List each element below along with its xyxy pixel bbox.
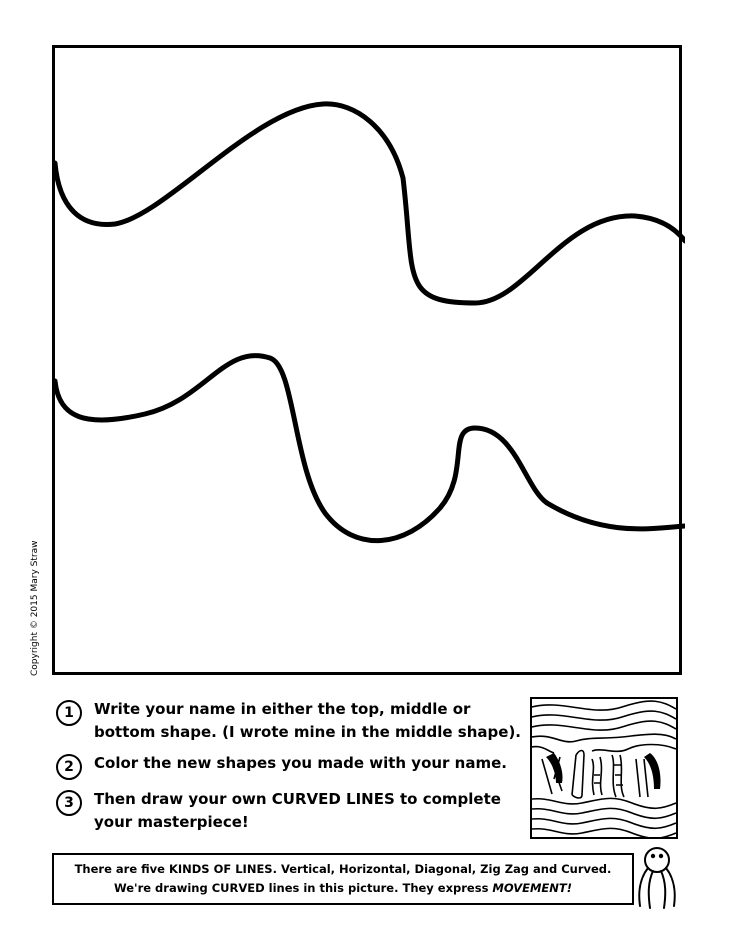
drawing-area bbox=[52, 45, 682, 675]
example-line-art bbox=[532, 699, 676, 837]
lines-info-box bbox=[52, 853, 634, 905]
step-number-badge: 2 bbox=[56, 754, 82, 780]
instruction-step bbox=[56, 788, 521, 834]
info-line-1: There are five KINDS OF LINES. Vertical, Horizontal, Diagonal, Zig Zag and Curved. bbox=[74, 862, 612, 876]
step-number-badge: 1 bbox=[56, 700, 82, 726]
instruction-step bbox=[56, 752, 521, 780]
step-text: Write your name in either the top, middle or bottom shape. (I wrote mine in the middle shape). bbox=[94, 700, 521, 741]
step-text: Color the new shapes you made with your name. bbox=[94, 754, 507, 772]
step-text: Then draw your own CURVED LINES to complete your masterpiece! bbox=[94, 790, 501, 831]
instruction-step bbox=[56, 698, 521, 744]
top-curved-line bbox=[55, 104, 685, 303]
info-line-2 bbox=[62, 879, 624, 898]
step-number-badge: 3 bbox=[56, 790, 82, 816]
spider-icon bbox=[636, 844, 678, 910]
instruction-list bbox=[56, 698, 521, 842]
info-emphasis: MOVEMENT! bbox=[492, 881, 573, 895]
info-line-2-text: We're drawing CURVED lines in this picture. They express bbox=[113, 881, 493, 895]
bottom-curved-line bbox=[55, 356, 685, 541]
curved-lines-drawing bbox=[55, 48, 685, 678]
copyright-text: Copyright © 2015 Mary Straw bbox=[30, 540, 40, 676]
spider-drawing bbox=[636, 844, 678, 910]
name-art-example-icon bbox=[530, 697, 678, 839]
